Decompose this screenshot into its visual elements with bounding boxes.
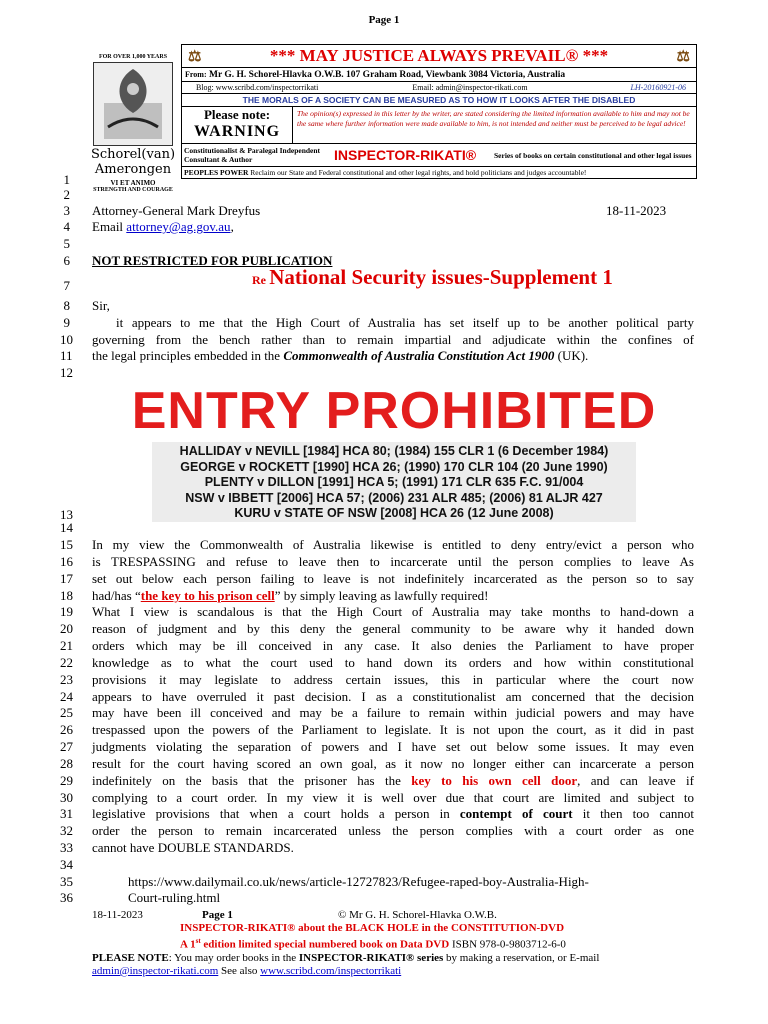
paragraph-line: In my view the Commonwealth of Australia likewise is entitled to deny entry/evict a person who [92, 537, 694, 552]
author-line [182, 144, 696, 167]
line-number: 26 [60, 722, 73, 737]
recipient-email-line [92, 219, 234, 234]
author-role: Constitutionalist & Paralegal Independent Consultant & Author [184, 146, 321, 164]
text-span: the legal principles embedded in the [92, 348, 284, 363]
scales-of-justice-icon: ⚖ [188, 49, 202, 65]
line-number: 22 [60, 655, 73, 670]
footer-date: 18-11-2023 [92, 909, 143, 921]
family-crest-logo [90, 54, 176, 193]
article-url-cont[interactable]: Court-ruling.html [128, 890, 221, 905]
scales-of-justice-icon: ⚖ [676, 49, 690, 65]
footer-edition [92, 935, 712, 952]
isbn: ISBN 978-0-9803712-6-0 [451, 938, 566, 951]
contact-line [182, 82, 696, 94]
logo-motto: VI ET ANIMO [110, 179, 156, 187]
footer-book: INSPECTOR-RIKATI® about the BLACK HOLE in the CONSTITUTION-DVD [180, 922, 565, 934]
text-span: had/has “ [92, 588, 141, 603]
peoples-power-label: PEOPLES POWER [184, 168, 249, 177]
case-citation: KURU v STATE OF NSW [2008] HCA 26 (12 June 2008) [234, 506, 554, 520]
highlight-key-prison-cell: the key to his prison cell [140, 588, 275, 603]
subject-line [252, 265, 613, 289]
email-text: Email: admin@inspector-rikati.com [412, 83, 528, 92]
line-number: 4 [63, 219, 70, 234]
case-citation: GEORGE v ROCKETT [1990] HCA 26; (1990) 170 CLR 104 (20 June 1990) [180, 459, 608, 474]
paragraph-line [92, 806, 694, 821]
from-label: From: [185, 70, 207, 79]
paragraph-line: orders which may be ill conceived in any case. It also denies the Parliament to have proper [92, 638, 694, 653]
line-number: 31 [60, 806, 73, 821]
line-number: 36 [60, 890, 73, 905]
paragraph-line: trespassed upon the powers of the Parliament to legislate. It is not upon the court, as it did in past [92, 722, 694, 737]
see-also-text: See also [218, 964, 261, 977]
inspector-rikati-brand: INSPECTOR-RIKATI® [334, 147, 477, 163]
warning-block [182, 107, 696, 144]
paragraph-line: reason of judgment and by this deny the general community to be aware why it handed down [92, 621, 694, 636]
line-number: 1 [63, 172, 70, 187]
line-number: 3 [63, 203, 70, 218]
letter-date: 18-11-2023 [606, 203, 667, 218]
edition-b: edition limited special numbered book on Data DVD [200, 938, 452, 951]
line-number: 8 [63, 298, 70, 313]
logo-top-text: FOR OVER 1,000 YEARS [98, 54, 168, 60]
line-number: 23 [60, 672, 73, 687]
entry-prohibited-title: ENTRY PROHIBITED [131, 382, 657, 440]
case-citation: HALLIDAY v NEVILL [1984] HCA 80; (1984) 155 CLR 1 (6 December 1984) [179, 444, 609, 458]
recipient-email-link[interactable]: attorney@ag.gov.au [126, 219, 231, 234]
line-number: 27 [60, 739, 73, 754]
line-number: 19 [60, 604, 73, 619]
line-number: 32 [60, 823, 73, 838]
paragraph-line: result for the court having scored an own goal, as it now no longer either can incarcerate a person [92, 756, 694, 771]
line-number: 14 [60, 520, 73, 535]
text-span: ” by simply leaving as lawfully required! [274, 588, 489, 603]
line-number: 15 [60, 537, 73, 552]
act-title: Commonwealth of Australia Constitution Act 1900 [283, 348, 555, 363]
line-number: 21 [60, 638, 73, 653]
footer-copyright: © Mr G. H. Schorel-Hlavka O.W.B. [338, 909, 497, 921]
paragraph-line: provisions it may legislate to address certain issues, this in particular where the court now [92, 672, 694, 687]
warning-text: WARNING [193, 123, 281, 140]
footer-links [92, 965, 712, 978]
line-number: 12 [60, 365, 73, 380]
paragraph-line: cannot have DOUBLE STANDARDS. [92, 840, 294, 855]
email-tail: , [230, 219, 234, 234]
paragraph-line: set out below each person failing to leave is not indefinitely incarcerated as the person so to say [92, 571, 694, 586]
email-label: Email [92, 219, 127, 234]
text-span: indefinitely on the basis that the prisoner has the [92, 773, 412, 788]
footer-page: Page 1 [202, 909, 233, 921]
footer-line-1 [92, 909, 712, 922]
line-number: 35 [60, 874, 73, 889]
publication-status: NOT RESTRICTED FOR PUBLICATION [92, 253, 333, 268]
contempt-of-court: contempt of court [459, 806, 573, 821]
line-number: 5 [63, 236, 70, 251]
salutation: Sir, [92, 298, 110, 313]
series-description: Series of books on certain constitutional and other legal issues [494, 150, 692, 160]
blog-text: Blog: www.scribd.com/inspectorrikati [196, 83, 319, 92]
text-span: , and can leave if [577, 773, 694, 788]
line-number: 6 [63, 253, 70, 268]
note-label: PLEASE NOTE [92, 951, 169, 964]
please-note-text: Please note: [203, 107, 271, 122]
warning-label [182, 107, 293, 143]
logo-motto-sub: STRENGTH AND COURAGE [93, 187, 173, 193]
from-text: Mr G. H. Schorel-Hlavka O.W.B. 107 Graham Road, Viewbank 3084 Victoria, Australia [209, 70, 566, 80]
paragraph-line: it appears to me that the High Court of Australia has set itself up to be another political party [116, 315, 694, 330]
text-span: it then too cannot [572, 806, 694, 821]
line-number: 29 [60, 773, 73, 788]
case-citation: NSW v IBBETT [2006] HCA 57; (2006) 231 ALR 485; (2006) 81 ALJR 427 [185, 490, 603, 505]
line-number: 10 [60, 332, 73, 347]
line-number: 9 [63, 315, 70, 330]
line-number: 33 [60, 840, 73, 855]
line-number: 18 [60, 588, 73, 603]
line-number: 25 [60, 705, 73, 720]
entry-prohibited-image [128, 380, 660, 520]
note-text: : You may order books in the [168, 951, 299, 964]
paragraph-line: judgments violating the separation of powers and I have set out below some issues. It may even [92, 739, 694, 754]
text-span: (UK). [554, 348, 589, 363]
note-series: INSPECTOR-RIKATI® series [298, 951, 444, 964]
logo-brand: Schorel(van) Amerongen [90, 147, 176, 177]
line-number: 34 [60, 857, 73, 872]
peoples-power-text: Reclaim our State and Federal constitutional and other legal rights, and hold politicians and judges accountable! [250, 168, 587, 177]
line-number: 16 [60, 554, 73, 569]
footer-note [92, 952, 712, 965]
re-label: Re [252, 273, 266, 287]
letterhead [181, 44, 697, 179]
line-number: 13 [60, 507, 73, 522]
page-footer [92, 909, 712, 978]
case-list [152, 442, 636, 522]
paragraph-line: knowledge as to what the court used to hand down its orders and how within constitutional [92, 655, 694, 670]
paragraph-line: complying to a court order. In my view it is well over due that court are limited and subject to [92, 790, 694, 805]
paragraph-line: governing from the bench rather than to remain impartial and adjudicate within the confines of [92, 332, 694, 347]
line-number: 17 [60, 571, 73, 586]
line-number: 20 [60, 621, 73, 636]
paragraph-line: may have been ill conceived and may be a failure to remain within judicial powers and may have [92, 705, 694, 720]
text-span: legislative provisions that when a court holds a person in [92, 806, 460, 821]
paragraph-line: order the person to remain incarcerated unless the person complies with a court order as one [92, 823, 694, 838]
paragraph-line [92, 588, 488, 603]
highlight-key-cell-door: key to his own cell door [411, 773, 578, 788]
line-number: 2 [63, 187, 70, 202]
reference-code: LH-20160921-06 [630, 83, 686, 92]
crest-icon [94, 63, 172, 145]
scribd-link[interactable]: www.scribd.com/inspectorrikati [260, 964, 402, 977]
morals-line: THE MORALS OF A SOCIETY CAN BE MEASURED AS TO HOW IT LOOKS AFTER THE DISABLED [182, 94, 696, 107]
paragraph-line [92, 773, 694, 788]
peoples-power-line [182, 167, 696, 178]
line-number: 11 [60, 348, 73, 363]
note-text: by making a reservation, or E-mail [443, 951, 600, 964]
from-line [182, 68, 696, 82]
opinion-disclaimer: The opinion(s) expressed in this letter by the writer, are stated considering the limited information available to him and may not be the same where further information were made available to him, is not intended and neither must be perceived to be legal advice! [297, 109, 690, 128]
article-url[interactable]: https://www.dailymail.co.uk/news/article-12727823/Refugee-raped-boy-Australia-High- [128, 874, 589, 889]
letterhead-banner [182, 45, 696, 68]
paragraph-line: What I view is scandalous is that the High Court of Australia may take months to hand-down a [92, 604, 694, 619]
line-number: 24 [60, 689, 73, 704]
edition-a: A 1 [180, 938, 196, 951]
line-number: 28 [60, 756, 73, 771]
footer-email-link[interactable]: admin@inspector-rikati.com [92, 964, 219, 977]
case-citation: PLENTY v DILLON [1991] HCA 5; (1991) 171 CLR 635 F.C. 91/004 [204, 475, 584, 489]
line-number: 7 [63, 278, 70, 293]
paragraph-line: is TRESPASSING and refuse to leave then to incarcerate until the person complies to leave As [92, 554, 694, 569]
subject-title: National Security issues-Supplement 1 [269, 265, 613, 289]
paragraph-line: appears to have overruled it past decision. I as a constitutionalist am concerned that the decision [92, 689, 694, 704]
banner-text: *** MAY JUSTICE ALWAYS PREVAIL® *** [269, 46, 609, 65]
crest-image [93, 62, 173, 146]
paragraph-line [92, 348, 588, 363]
edition-sup: st [195, 937, 201, 945]
recipient-name: Attorney-General Mark Dreyfus [92, 203, 261, 218]
line-number: 30 [60, 790, 73, 805]
page-header: Page 1 [368, 14, 400, 26]
